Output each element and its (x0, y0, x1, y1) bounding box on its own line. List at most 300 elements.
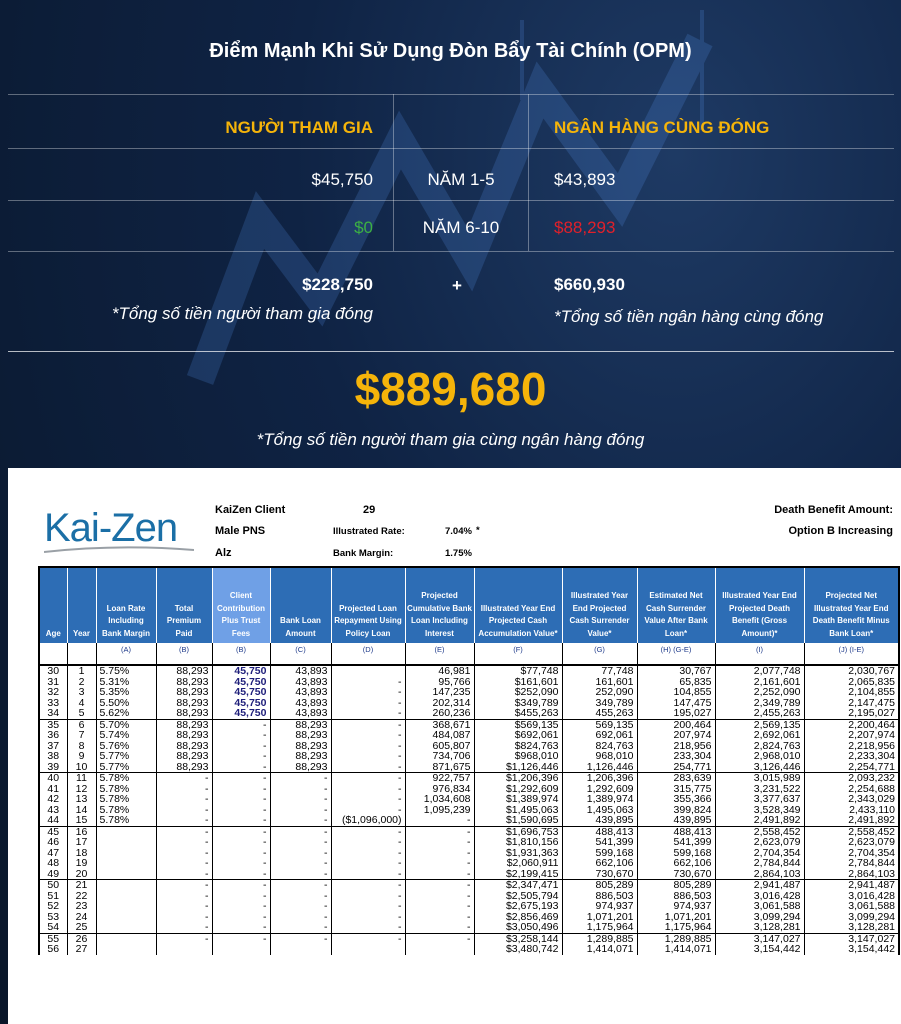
table-cell: 88,293 (156, 719, 212, 730)
table-cell: 922,757 (405, 773, 474, 784)
table-cell: 3,147,027 (804, 933, 899, 944)
table-cell: 3,061,588 (804, 901, 899, 912)
table-cell: 40 (39, 773, 67, 784)
table-cell: 43 (39, 805, 67, 816)
table-cell: - (331, 805, 405, 816)
table-cell: 2,093,232 (804, 773, 899, 784)
table-cell: 44 (39, 815, 67, 826)
table-cell: - (270, 912, 331, 923)
table-cell: - (156, 784, 212, 795)
table-cell: 23 (67, 901, 96, 912)
table-cell: 283,639 (637, 773, 715, 784)
table-cell: 1,071,201 (562, 912, 637, 923)
table-cell (96, 922, 156, 933)
table-cell: $2,060,911 (474, 858, 562, 869)
table-cell: 77,748 (562, 665, 637, 677)
table-cell: - (156, 869, 212, 880)
table-cell: - (156, 837, 212, 848)
table-cell: - (331, 858, 405, 869)
client-age: 29 (363, 504, 376, 516)
table-cell: 3,154,442 (715, 944, 804, 955)
table-cell: 34 (39, 708, 67, 719)
table-cell: 734,706 (405, 751, 474, 762)
table-cell: 49 (39, 869, 67, 880)
table-cell: 2,195,027 (804, 708, 899, 719)
table-cell: 355,366 (637, 794, 715, 805)
table-cell: 88,293 (156, 762, 212, 773)
rate-label: Illustrated Rate: (333, 526, 405, 537)
table-cell: - (156, 858, 212, 869)
table-cell: 2,349,789 (715, 698, 804, 709)
table-cell: 252,090 (562, 687, 637, 698)
column-divider (528, 94, 529, 251)
table-cell: 31 (39, 677, 67, 688)
table-cell: $3,050,496 (474, 922, 562, 933)
table-cell: $2,856,469 (474, 912, 562, 923)
table-cell: 2,030,767 (804, 665, 899, 677)
table-cell: 55 (39, 933, 67, 944)
table-cell: 50 (39, 880, 67, 891)
table-cell (156, 944, 212, 955)
table-cell: - (212, 730, 270, 741)
table-cell: 11 (67, 773, 96, 784)
table-cell: - (331, 751, 405, 762)
table-cell: - (270, 805, 331, 816)
table-row (39, 944, 899, 955)
table-cell: 805,289 (637, 880, 715, 891)
table-cell: 1,206,396 (562, 773, 637, 784)
table-cell: 3,528,349 (715, 805, 804, 816)
table-cell: - (270, 837, 331, 848)
table-cell: 3,128,281 (715, 922, 804, 933)
table-cell: - (212, 901, 270, 912)
table-cell: 32 (39, 687, 67, 698)
participant-total-note: *Tổng số tiền người tham gia đóng (111, 304, 373, 323)
table-cell: $569,135 (474, 719, 562, 730)
table-cell: - (212, 794, 270, 805)
table-cell: 207,974 (637, 730, 715, 741)
divider (8, 148, 894, 149)
column-letter: (D) (331, 643, 405, 665)
table-cell: 1,289,885 (637, 933, 715, 944)
table-cell: 42 (39, 794, 67, 805)
table-cell: 1,414,071 (637, 944, 715, 955)
table-cell: 104,855 (637, 687, 715, 698)
table-row (39, 794, 899, 805)
table-cell: $824,763 (474, 741, 562, 752)
table-cell: 195,027 (637, 708, 715, 719)
table-cell: 5.77% (96, 762, 156, 773)
table-cell (96, 933, 156, 944)
table-cell: - (212, 805, 270, 816)
table-cell: 541,399 (637, 837, 715, 848)
table-cell: $2,199,415 (474, 869, 562, 880)
table-cell: 886,503 (637, 891, 715, 902)
table-cell: - (212, 762, 270, 773)
plus-sign: + (452, 276, 462, 295)
table-cell: 3,015,989 (715, 773, 804, 784)
table-cell: - (405, 912, 474, 923)
table-cell: $1,931,363 (474, 848, 562, 859)
table-cell: - (331, 773, 405, 784)
margin-label: Bank Margin: (333, 548, 394, 559)
table-cell: 2,968,010 (715, 751, 804, 762)
table-cell: 5.75% (96, 665, 156, 677)
participant-header: NGƯỜI THAM GIA (225, 118, 373, 137)
table-cell: 4 (67, 698, 96, 709)
table-row (39, 762, 899, 773)
table-cell: - (212, 815, 270, 826)
table-cell: - (331, 891, 405, 902)
table-cell: - (270, 826, 331, 837)
rate-star: * (476, 525, 480, 536)
table-cell: 45,750 (212, 677, 270, 688)
table-cell: 88,293 (156, 730, 212, 741)
table-cell: $161,601 (474, 677, 562, 688)
table-cell: - (405, 869, 474, 880)
table-cell: 2,558,452 (715, 826, 804, 837)
table-cell: - (270, 773, 331, 784)
table-cell: 2,455,263 (715, 708, 804, 719)
column-letter: (F) (474, 643, 562, 665)
table-cell: 41 (39, 784, 67, 795)
summary-panel (0, 0, 901, 468)
table-row (39, 687, 899, 698)
table-cell: 3,099,294 (804, 912, 899, 923)
table-cell: - (405, 848, 474, 859)
table-cell: - (212, 922, 270, 933)
table-cell: - (212, 891, 270, 902)
table-cell: 968,010 (562, 751, 637, 762)
table-cell: - (331, 837, 405, 848)
table-cell: - (156, 912, 212, 923)
column-letter: (A) (96, 643, 156, 665)
divider (8, 351, 894, 352)
table-cell: 976,834 (405, 784, 474, 795)
death-benefit-label: Death Benefit Amount: (774, 504, 893, 516)
table-cell: 368,671 (405, 719, 474, 730)
table-cell: $455,263 (474, 708, 562, 719)
table-cell: - (331, 912, 405, 923)
table-cell: 18 (67, 848, 96, 859)
table-cell (96, 858, 156, 869)
table-cell (96, 837, 156, 848)
table-cell: 2,254,771 (804, 762, 899, 773)
table-cell (331, 944, 405, 955)
table-row (39, 869, 899, 880)
table-cell: 51 (39, 891, 67, 902)
table-cell: - (405, 858, 474, 869)
table-cell: 46 (39, 837, 67, 848)
table-cell: 56 (39, 944, 67, 955)
table-cell: - (405, 837, 474, 848)
gender-label: Male PNS (215, 525, 266, 537)
table-cell: 488,413 (637, 826, 715, 837)
table-cell: 1,414,071 (562, 944, 637, 955)
table-cell: 2,623,079 (715, 837, 804, 848)
table-cell: $2,505,794 (474, 891, 562, 902)
table-cell: 88,293 (270, 762, 331, 773)
table-cell (96, 901, 156, 912)
table-cell: 974,937 (562, 901, 637, 912)
table-cell: 233,304 (637, 751, 715, 762)
table-cell: 1,292,609 (562, 784, 637, 795)
table-cell: 2,218,956 (804, 741, 899, 752)
table-cell: 36 (39, 730, 67, 741)
table-cell: - (212, 773, 270, 784)
table-cell: - (270, 869, 331, 880)
table-cell: 1,126,446 (562, 762, 637, 773)
table-cell: - (405, 880, 474, 891)
table-cell: $2,675,193 (474, 901, 562, 912)
table-cell: 30 (39, 665, 67, 677)
option-label: Option B Increasing (788, 525, 893, 537)
table-cell: - (156, 815, 212, 826)
table-cell: 47 (39, 848, 67, 859)
table-cell: 38 (39, 751, 67, 762)
table-cell: 5.50% (96, 698, 156, 709)
table-cell: 43,893 (270, 687, 331, 698)
table-cell: 65,835 (637, 677, 715, 688)
table-cell: 3,099,294 (715, 912, 804, 923)
table-cell: 2,704,354 (715, 848, 804, 859)
column-letter: (J) (I-E) (804, 643, 899, 665)
table-cell: ($1,096,000) (331, 815, 405, 826)
logo-swoosh-icon (44, 546, 194, 554)
client-label: KaiZen Client (215, 504, 286, 516)
table-cell: - (270, 880, 331, 891)
table-cell: 147,475 (637, 698, 715, 709)
table-cell: 45,750 (212, 687, 270, 698)
bank-years-6-10: $88,293 (554, 218, 616, 237)
column-header: Projected Net Illustrated Year End Death Benefit Minus Bank Loan* (804, 567, 899, 643)
table-cell: 3,016,428 (715, 891, 804, 902)
table-cell: - (331, 708, 405, 719)
bank-total-note: *Tổng số tiền ngân hàng cùng đóng (554, 307, 824, 326)
table-cell: 12 (67, 784, 96, 795)
table-cell: 399,824 (637, 805, 715, 816)
table-cell: 1,034,608 (405, 794, 474, 805)
table-cell: - (331, 719, 405, 730)
table-cell: - (405, 891, 474, 902)
table-cell: 16 (67, 826, 96, 837)
table-cell: 871,675 (405, 762, 474, 773)
table-cell: - (212, 848, 270, 859)
table-cell: 599,168 (562, 848, 637, 859)
table-cell: - (212, 912, 270, 923)
table-cell: 3,154,442 (804, 944, 899, 955)
table-cell: - (331, 869, 405, 880)
table-cell: 730,670 (562, 869, 637, 880)
table-cell: 5.35% (96, 687, 156, 698)
table-cell: 1,389,974 (562, 794, 637, 805)
table-cell: - (212, 880, 270, 891)
table-cell: 2,941,487 (715, 880, 804, 891)
table-cell: 5.78% (96, 784, 156, 795)
table-cell: 54 (39, 922, 67, 933)
table-cell: $968,010 (474, 751, 562, 762)
table-cell: 3 (67, 687, 96, 698)
table-cell: - (331, 848, 405, 859)
table-cell: 3,061,588 (715, 901, 804, 912)
table-cell: 202,314 (405, 698, 474, 709)
table-cell: - (331, 698, 405, 709)
table-cell: 488,413 (562, 826, 637, 837)
table-cell: - (331, 901, 405, 912)
table-cell: 45,750 (212, 708, 270, 719)
table-row (39, 773, 899, 784)
table-cell: 5.78% (96, 773, 156, 784)
column-header: Projected Cumulative Bank Loan Including Interest (405, 567, 474, 643)
table-cell: 21 (67, 880, 96, 891)
table-cell: - (270, 794, 331, 805)
illustration-table (38, 566, 900, 955)
table-cell: 7 (67, 730, 96, 741)
table-cell: - (270, 922, 331, 933)
table-cell: 2,433,110 (804, 805, 899, 816)
table-cell: 974,937 (637, 901, 715, 912)
column-header: Projected Loan Repayment Using Policy Loan (331, 567, 405, 643)
table-cell: 1,289,885 (562, 933, 637, 944)
table-cell: 10 (67, 762, 96, 773)
table-cell: 33 (39, 698, 67, 709)
column-letter: (H) (G-E) (637, 643, 715, 665)
table-cell: - (331, 880, 405, 891)
table-cell: 2,569,135 (715, 719, 804, 730)
divider (8, 200, 894, 201)
table-cell: 3,016,428 (804, 891, 899, 902)
table-cell: - (212, 784, 270, 795)
table-cell: $252,090 (474, 687, 562, 698)
table-cell: - (212, 858, 270, 869)
table-row (39, 901, 899, 912)
table-cell: 439,895 (637, 815, 715, 826)
grand-total: $889,680 (354, 363, 547, 415)
table-cell: 1,175,964 (637, 922, 715, 933)
table-cell: 349,789 (562, 698, 637, 709)
kaizen-logo: Kai-Zen (44, 506, 178, 550)
table-cell (96, 880, 156, 891)
table-cell: $1,206,396 (474, 773, 562, 784)
table-cell: $1,590,695 (474, 815, 562, 826)
table-cell: 662,106 (562, 858, 637, 869)
table-cell: 43,893 (270, 665, 331, 677)
table-cell: - (156, 794, 212, 805)
table-cell: 484,087 (405, 730, 474, 741)
table-cell: - (405, 933, 474, 944)
table-cell: - (270, 815, 331, 826)
table-cell: 455,263 (562, 708, 637, 719)
table-cell: - (270, 784, 331, 795)
table-cell: 45 (39, 826, 67, 837)
column-header: Year (67, 567, 96, 643)
table-cell: 88,293 (270, 751, 331, 762)
table-cell (96, 826, 156, 837)
table-cell: - (270, 933, 331, 944)
table-cell: 260,236 (405, 708, 474, 719)
table-cell (96, 891, 156, 902)
table-cell: 1,095,239 (405, 805, 474, 816)
table-cell: 17 (67, 837, 96, 848)
table-cell: - (331, 784, 405, 795)
table-cell: 805,289 (562, 880, 637, 891)
table-cell (331, 665, 405, 677)
table-cell: 6 (67, 719, 96, 730)
table-cell: 2,200,464 (804, 719, 899, 730)
table-cell: 88,293 (156, 741, 212, 752)
table-cell: - (331, 677, 405, 688)
table-cell: 2,784,844 (804, 858, 899, 869)
table-cell: 218,956 (637, 741, 715, 752)
table-row (39, 751, 899, 762)
table-cell: $1,126,446 (474, 762, 562, 773)
table-cell: 315,775 (637, 784, 715, 795)
table-cell: 2,864,103 (804, 869, 899, 880)
table-cell: 25 (67, 922, 96, 933)
years-1-5-label: NĂM 1-5 (427, 170, 495, 189)
table-cell: 730,670 (637, 869, 715, 880)
table-cell: 1 (67, 665, 96, 677)
column-letter: (G) (562, 643, 637, 665)
table-cell: 5 (67, 708, 96, 719)
table-cell (96, 912, 156, 923)
table-cell: - (156, 848, 212, 859)
table-cell: - (270, 891, 331, 902)
table-cell: 541,399 (562, 837, 637, 848)
table-cell: 2,252,090 (715, 687, 804, 698)
table-cell: 1,495,063 (562, 805, 637, 816)
table-cell: $1,292,609 (474, 784, 562, 795)
table-cell: 886,503 (562, 891, 637, 902)
table-cell: 1,071,201 (637, 912, 715, 923)
table-cell: - (331, 922, 405, 933)
divider (8, 251, 894, 252)
table-cell: - (156, 880, 212, 891)
column-header: Client Contribution Plus Trust Fees (212, 567, 270, 643)
table-cell: - (331, 794, 405, 805)
table-cell: 200,464 (637, 719, 715, 730)
table-cell: 2,941,487 (804, 880, 899, 891)
table-row (39, 665, 899, 677)
table-cell: 3,126,446 (715, 762, 804, 773)
table-cell: 9 (67, 751, 96, 762)
table-cell: 88,293 (270, 741, 331, 752)
table-cell: 2,104,855 (804, 687, 899, 698)
table-cell: 824,763 (562, 741, 637, 752)
table-row (39, 880, 899, 891)
table-cell: 14 (67, 805, 96, 816)
table-cell: 5.70% (96, 719, 156, 730)
table-cell: 161,601 (562, 677, 637, 688)
table-cell: 605,807 (405, 741, 474, 752)
table-cell: - (331, 933, 405, 944)
table-cell: 692,061 (562, 730, 637, 741)
table-cell: - (405, 922, 474, 933)
table-cell: 2,065,835 (804, 677, 899, 688)
table-cell: 5.78% (96, 805, 156, 816)
table-cell: 30,767 (637, 665, 715, 677)
illustration-spreadsheet (8, 468, 901, 1024)
table-cell: 3,377,637 (715, 794, 804, 805)
table-cell: 2,077,748 (715, 665, 804, 677)
column-letter: (C) (270, 643, 331, 665)
column-header: Illustrated Year End Projected Death Benefit (Gross Amount)* (715, 567, 804, 643)
table-cell: 43,893 (270, 708, 331, 719)
table-cell: - (212, 869, 270, 880)
bank-years-1-5: $43,893 (554, 170, 616, 189)
table-cell: 2,147,475 (804, 698, 899, 709)
table-cell: 5.31% (96, 677, 156, 688)
